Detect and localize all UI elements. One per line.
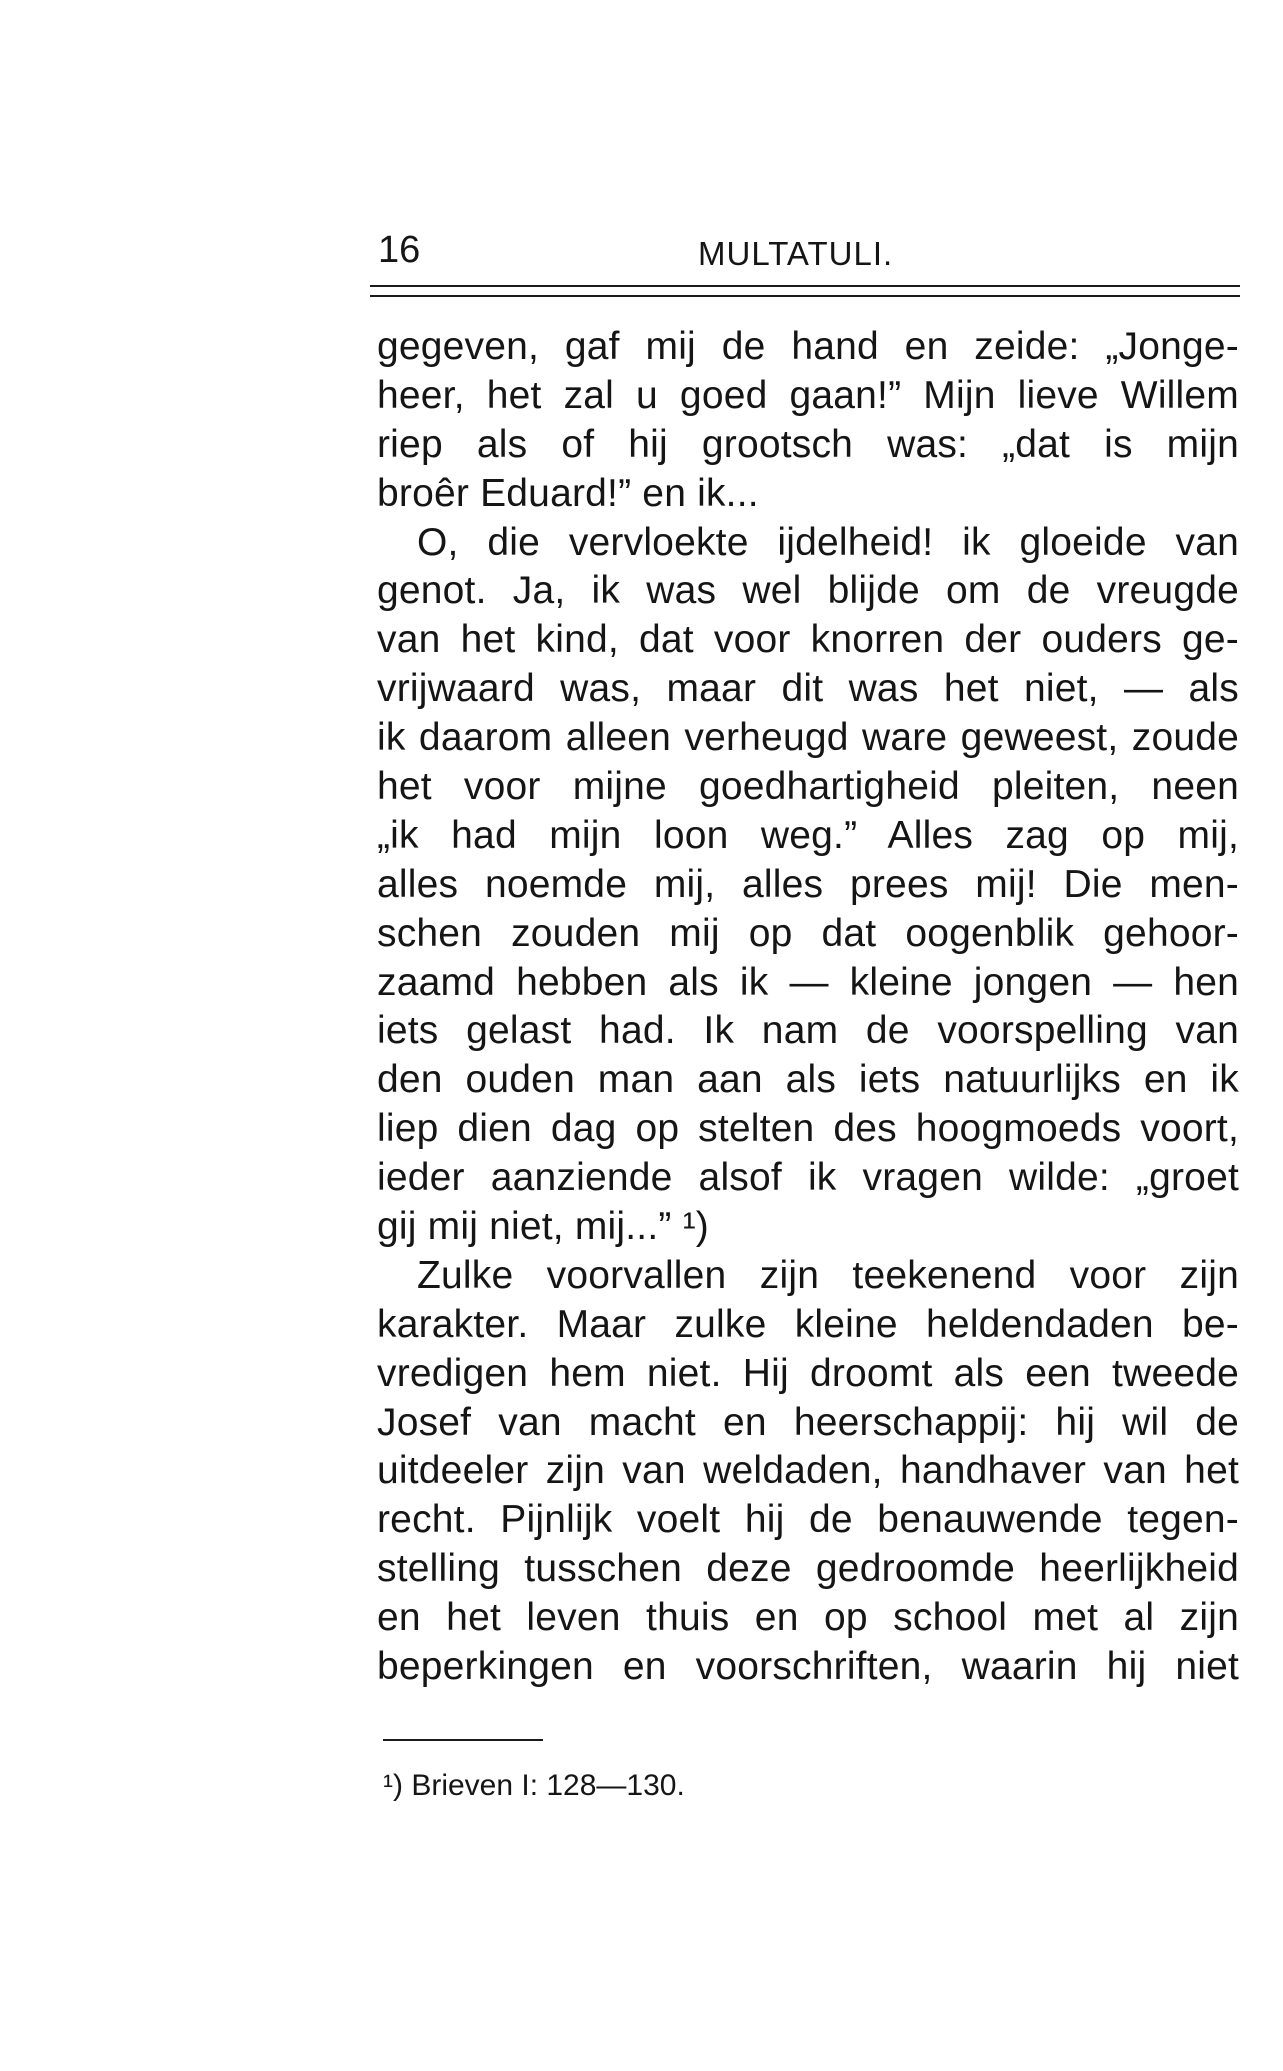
header-rule-top — [370, 285, 1240, 287]
header-rule-bottom — [370, 295, 1240, 297]
footnote: ¹) Brieven I: 128—130. — [383, 1769, 685, 1802]
text-line: liep dien dag op stelten des hoogmoeds voort, — [377, 1107, 1239, 1151]
text-line: van het kind, dat voor knorren der ouders ge- — [377, 618, 1239, 662]
text-line: en het leven thuis en op school met al zijn — [377, 1596, 1239, 1640]
text-line: ik daarom alleen verheugd ware geweest, zoude — [377, 716, 1239, 760]
text-line: zaamd hebben als ik — kleine jongen — hen — [377, 960, 1239, 1004]
text-line: alles noemde mij, alles prees mij! Die men- — [377, 862, 1239, 906]
text-line: vredigen hem niet. Hij droomt als een tweede — [377, 1351, 1239, 1395]
page-header — [378, 225, 1238, 275]
text-line: broêr Eduard!” en ik... — [377, 471, 759, 515]
text-line: heer, het zal u goed gaan!” Mijn lieve Willem — [377, 373, 1239, 417]
page-number: 16 — [378, 229, 421, 271]
running-title: MULTATULI. — [698, 235, 894, 272]
text-line: schen zouden mij op dat oogenblik gehoor- — [377, 911, 1239, 955]
footnote-rule — [383, 1739, 543, 1741]
text-line: beperkingen en voorschriften, waarin hij niet — [377, 1645, 1239, 1689]
text-line: gegeven, gaf mij de hand en zeide: „Jonge- — [377, 325, 1239, 368]
text-line: „ik had mijn loon weg.” Alles zag op mij, — [377, 813, 1239, 857]
text-line: riep als of hij grootsch was: „dat is mijn — [377, 422, 1239, 466]
text-line: iets gelast had. Ik nam de voorspelling van — [377, 1009, 1239, 1053]
text-line: genot. Ja, ik was wel blijde om de vreugde — [377, 569, 1239, 613]
text-line: vrijwaard was, maar dit was het niet, — als — [377, 667, 1239, 711]
text-line: gij mij niet, mij...” ¹) — [377, 1205, 709, 1249]
text-line: Josef van macht en heerschappij: hij wil de — [377, 1400, 1239, 1444]
text-line: het voor mijne goedhartigheid pleiten, neen — [377, 765, 1239, 809]
text-line: karakter. Maar zulke kleine heldendaden be- — [377, 1302, 1239, 1346]
body-text — [377, 323, 1239, 1692]
text-line: ieder aanziende alsof ik vragen wilde: „groet — [377, 1156, 1239, 1200]
text-line: den ouden man aan als iets natuurlijks en ik — [377, 1058, 1239, 1102]
text-line: recht. Pijnlijk voelt hij de benauwende tegen- — [377, 1498, 1239, 1542]
text-line: O, die vervloekte ijdelheid! ik gloeide van — [417, 520, 1239, 564]
text-line: stelling tusschen deze gedroomde heerlijkheid — [377, 1547, 1239, 1591]
text-line: Zulke voorvallen zijn teekenend voor zijn — [417, 1253, 1239, 1297]
text-line: uitdeeler zijn van weldaden, handhaver van het — [377, 1449, 1239, 1493]
